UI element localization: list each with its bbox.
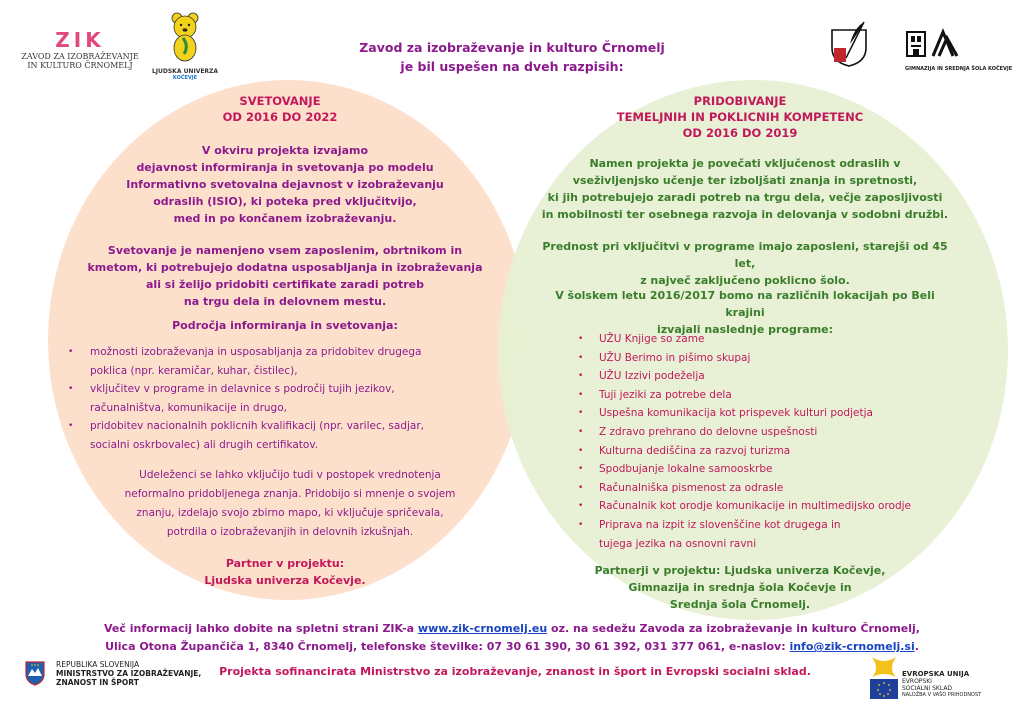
page-title-line: je bil uspešen na dveh razpisih: — [400, 59, 624, 74]
left-recognition-paragraph — [90, 466, 490, 542]
left-rpl-line: znanju, izdelajo svojo zbirno mapo, ki vključuje spričevala, — [136, 507, 444, 519]
left-areas-title: Področja informiranja in svetovanja: — [172, 319, 398, 332]
footer-text: . — [914, 640, 919, 653]
rs-line: MINISTRSTVO ZA IZOBRAŽEVANJE, — [56, 669, 202, 678]
list-item-line: • Računalnik kot orodje komunikacije in multimedijsko orodje — [599, 500, 911, 513]
quill-shield-icon — [826, 18, 872, 68]
list-item-line: računalništva, komunikacije in drugo, — [90, 401, 287, 414]
coat-of-arms-icon — [24, 660, 46, 686]
list-item — [66, 380, 486, 417]
left-audience-line: ali si želijo pridobiti certifikate zaradi potreb — [146, 278, 424, 291]
list-item — [578, 367, 998, 386]
footer-text: oz. na sedežu Zavoda za izobraževanje in kulturo Črnomelj, — [547, 622, 920, 635]
lu-logo-name: LJUDSKA UNIVERZA — [151, 68, 219, 75]
page-title — [300, 38, 724, 76]
list-item-line: • UŽU Izzivi podeželja — [599, 370, 705, 383]
website-link[interactable]: www.zik-crnomelj.eu — [417, 622, 548, 635]
eu-line: EVROPSKA UNIJA — [902, 670, 970, 678]
right-partners-line: Srednja šola Črnomelj. — [669, 598, 811, 611]
right-heading-line: PRIDOBIVANJE — [693, 94, 787, 108]
republika-slovenija-text — [56, 660, 201, 687]
left-heading-line: SVETOVANJE — [239, 94, 321, 108]
list-item — [578, 516, 998, 553]
list-item-line: • možnosti izobraževanja in usposabljanja za pridobitev drugega — [90, 346, 422, 358]
right-heading-line: TEMELJNIH IN POKLICNIH KOMPETENC — [616, 110, 864, 124]
list-item — [578, 442, 998, 461]
list-item-line: • pridobitev nacionalnih poklicnih kvalifikacij (npr. varilec, sadjar, — [90, 420, 424, 432]
zik-logo-mark: ZIK — [55, 28, 105, 52]
footer-text: Več informacij lahko dobite na spletni strani ZIK-a — [104, 622, 418, 635]
left-audience-line: na trgu dela in delovnem mestu. — [183, 295, 387, 308]
list-item-line: • vključitev v programe in delavnice s področij tujih jezikov, — [90, 383, 395, 395]
left-rpl-line: Udeleženci se lahko vključijo tudi v postopek vrednotenja — [139, 469, 441, 481]
left-rpl-line: potrdila o izobraževanjih in delovnih izkušnjah. — [166, 526, 414, 538]
list-item-line: socialni oskrbovalec) ali drugih certifikatov. — [90, 438, 319, 451]
footer-line — [60, 620, 964, 638]
left-partner-label: Partner v projektu: — [225, 557, 345, 570]
ljudska-univerza-logo — [150, 10, 220, 81]
lu-logo-city: KOČEVJE — [172, 75, 198, 81]
left-intro-line: dejavnost informiranja in svetovanja po modelu — [136, 161, 434, 174]
school-building-icon — [905, 28, 961, 58]
right-purpose-paragraph — [535, 155, 955, 223]
right-programs-list — [578, 330, 998, 553]
list-item — [578, 386, 998, 405]
eu-line: NALOŽBA V VAŠO PRIHODNOST — [902, 692, 982, 698]
page-title-line: Zavod za izobraževanje in kulturo Črnomelj — [359, 40, 665, 55]
list-item-line: • Priprava na izpit iz slovenščine kot drugega in — [599, 518, 841, 531]
left-audience-line: kmetom, ki potrebujejo dodatna usposabljanja in izobraževanja — [87, 261, 483, 274]
list-item — [578, 330, 998, 349]
list-item — [66, 417, 486, 454]
right-year-line: V šolskem letu 2016/2017 bomo na različnih lokacijah po Beli krajini — [555, 289, 935, 319]
right-purpose-line: Namen projekta je povečati vključenost odraslih v — [589, 157, 901, 170]
quill-shield-logo — [826, 18, 872, 68]
right-purpose-line: in mobilnosti ter osebnega razvoja in delovanja v sodobni družbi. — [541, 208, 949, 221]
list-item-line: • UŽU Berimo in pišimo skupaj — [599, 351, 751, 364]
footer-text: Ulica Otona Župančiča 1, 8340 Črnomelj, telefonske številke: 07 30 61 390, 30 61 392, 031 377 061, e-naslov: — [105, 640, 790, 653]
zik-name-line: IN KULTURO ČRNOMELJ — [27, 61, 133, 70]
left-areas-list — [66, 343, 486, 454]
list-item — [66, 343, 486, 380]
right-year-line: izvajali naslednje programe: — [656, 323, 834, 336]
left-partner-name: Ljudska univerza Kočevje. — [204, 574, 366, 587]
left-audience-paragraph — [85, 242, 485, 310]
cofinance-statement: Projekta sofinancirata Ministrstvo za izobraževanje, znanost in šport in Evropski socialni sklad. — [219, 665, 811, 678]
left-partner — [140, 555, 430, 589]
list-item — [578, 479, 998, 498]
left-intro-line: Informativno svetovalna dejavnost v izobraževanju — [126, 178, 444, 191]
left-intro-paragraph — [85, 142, 485, 227]
list-item-line: • Računalniška pismenost za odrasle — [599, 481, 784, 494]
left-intro-line: V okviru projekta izvajamo — [201, 144, 369, 157]
left-intro-line: odraslih (ISIO), ki poteka pred vključitvijo, — [153, 195, 417, 208]
right-heading-line: OD 2016 DO 2019 — [682, 126, 798, 140]
list-item-line: • Uspešna komunikacija kot prispevek kulturi podjetja — [599, 407, 873, 420]
right-priority-paragraph — [535, 238, 955, 289]
right-purpose-line: ki jih potrebujejo zaradi potreb na trgu dela, večje zaposljivosti — [547, 191, 943, 204]
list-item-line: • Tuji jeziki za potrebe dela — [599, 388, 732, 401]
list-item-line: tujega jezika na osnovni ravni — [599, 537, 757, 550]
right-partners-line: Partnerji v projektu: Ljudska univerza Kočevje, — [594, 564, 886, 577]
list-item-line: poklica (npr. keramičar, kuhar, čistilec), — [90, 364, 298, 377]
zik-name-line: ZAVOD ZA IZOBRAŽEVANJE — [21, 52, 139, 61]
list-item-line: • UŽU Knjige so zame — [599, 333, 705, 345]
list-item — [578, 460, 998, 479]
eu-line: SOCIALNI SKLAD — [902, 685, 953, 692]
left-intro-line: med in po končanem izobraževanju. — [173, 212, 397, 225]
eu-line: EVROPSKI — [902, 678, 932, 685]
list-item — [578, 404, 998, 423]
list-item-line: • Spodbujanje lokalne samooskrbe — [599, 463, 773, 476]
right-purpose-line: vseživljenjsko učenje ter izboljšati znanja in spretnosti, — [572, 174, 918, 187]
list-item — [578, 497, 998, 516]
list-item — [578, 423, 998, 442]
eu-social-fund-logo — [868, 655, 1018, 703]
eu-flag-icon — [868, 655, 900, 701]
rs-line: ZNANOST IN ŠPORT — [56, 678, 139, 687]
left-rpl-line: neformalno pridobljenega znanja. Pridobijo si mnenje o svojem — [124, 488, 456, 500]
footer-line — [60, 638, 964, 656]
left-section-heading — [140, 93, 420, 125]
email-link[interactable]: info@zik-crnomelj.si — [789, 640, 915, 653]
right-priority-line: Prednost pri vključitvi v programe imajo zaposleni, starejši od 45 let, — [542, 240, 948, 270]
school-logo-name: GIMNAZIJA IN SREDNJA ŠOLA KOČEVJE — [905, 66, 1013, 72]
right-section-heading — [590, 93, 890, 141]
rs-line: REPUBLIKA SLOVENIJA — [56, 660, 140, 669]
right-priority-line: z največ zaključeno poklicno šolo. — [640, 274, 850, 287]
teddy-bear-icon — [163, 10, 207, 64]
list-item-line: • Kulturna dediščina za razvoj turizma — [599, 444, 791, 457]
left-audience-line: Svetovanje je namenjeno vsem zaposlenim, obrtnikom in — [107, 244, 463, 257]
right-partners — [560, 562, 920, 613]
gimnazija-kocevje-logo — [905, 28, 1015, 72]
list-item — [578, 349, 998, 368]
footer-contact-info — [60, 620, 964, 656]
list-item-line: • Z zdravo prehrano do delovne uspešnosti — [599, 425, 818, 438]
right-partners-line: Gimnazija in srednja šola Kočevje in — [628, 581, 852, 594]
eu-logo-text — [902, 671, 981, 699]
left-heading-line: OD 2016 DO 2022 — [222, 110, 338, 124]
zik-logo — [20, 28, 140, 70]
zik-logo-name — [20, 52, 140, 70]
